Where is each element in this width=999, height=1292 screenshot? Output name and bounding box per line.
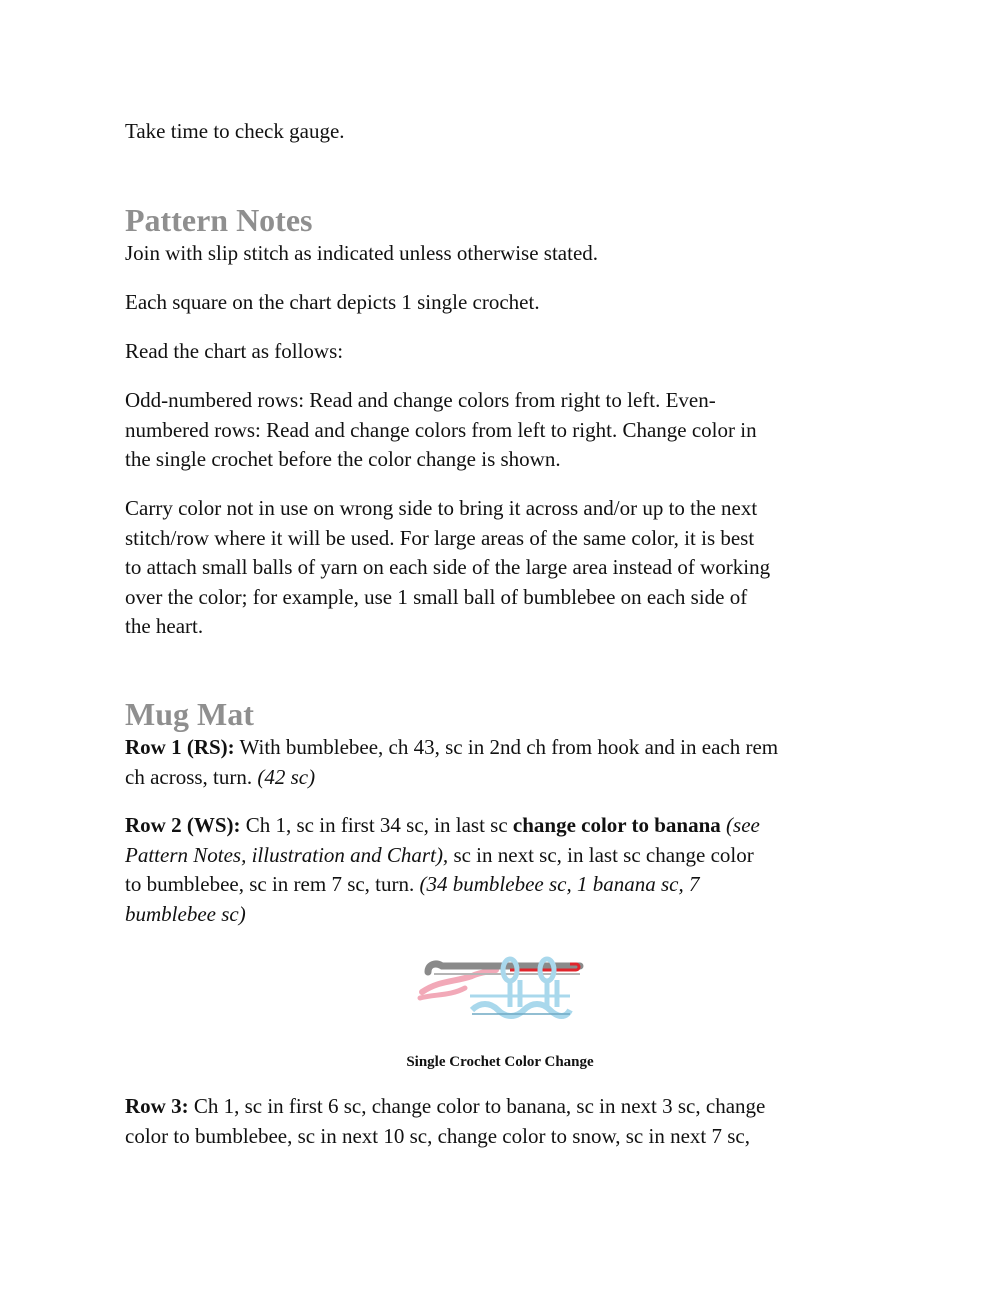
stitch-count: bumblebee sc) xyxy=(125,901,246,926)
text-line: color to bumblebee, sc in next 10 sc, change color to snow, sc in next 7 sc, xyxy=(125,1123,750,1148)
pattern-notes-heading: Pattern Notes xyxy=(125,202,313,238)
text-line: the single crochet before the color change is shown. xyxy=(125,447,561,472)
text-line: stitch/row where it will be used. For large areas of the same color, it is best xyxy=(125,525,755,550)
row-label: Row 1 (RS): xyxy=(125,735,235,759)
figure-caption: Single Crochet Color Change xyxy=(406,1054,594,1070)
pattern-note-square: Each square on the chart depicts 1 single crochet. xyxy=(125,290,540,314)
stitch-count: (34 bumblebee sc, 1 banana sc, 7 xyxy=(419,872,700,897)
text-line xyxy=(125,900,885,930)
row-label: Row 2 (WS): xyxy=(125,813,241,837)
stitch-count: (42 sc) xyxy=(257,764,316,789)
text-line: Odd-numbered rows: Read and change colors from right to left. Even- xyxy=(125,388,716,412)
row-1-instructions xyxy=(125,733,885,792)
text-line xyxy=(125,733,885,763)
text-line: Carry color not in use on wrong side to bring it across and/or up to the next xyxy=(125,496,758,520)
row-3-instructions xyxy=(125,1092,885,1151)
text-line xyxy=(125,811,885,841)
pattern-note-join: Join with slip stitch as indicated unless otherwise stated. xyxy=(125,241,599,265)
row-label: Row 3: xyxy=(125,1094,189,1118)
text-line xyxy=(125,763,885,793)
pattern-note-read-chart: Read the chart as follows: xyxy=(125,339,344,363)
row-text: Ch 1, sc in first 6 sc, change color to banana, sc in next 3 sc, change xyxy=(188,1094,766,1118)
pattern-note-rows xyxy=(125,386,885,475)
row-text: sc in next sc, in last sc change color xyxy=(448,842,754,867)
text-line: to attach small balls of yarn on each side of the large area instead of working xyxy=(125,555,771,580)
text-line: numbered rows: Read and change colors from left to right. Change color in xyxy=(125,417,757,442)
row-note: (see xyxy=(720,813,760,837)
row-2-instructions xyxy=(125,811,885,929)
single-crochet-color-change-icon xyxy=(410,952,590,1027)
mug-mat-heading: Mug Mat xyxy=(125,696,254,732)
row-text: to bumblebee, sc in rem 7 sc, turn. xyxy=(125,872,420,897)
pattern-note-carry-color xyxy=(125,494,885,642)
row-emphasis: change color to banana xyxy=(512,813,721,837)
text-line xyxy=(125,870,885,900)
text-line: over the color; for example, use 1 small ball of bumblebee on each side of xyxy=(125,584,748,609)
gauge-note: Take time to check gauge. xyxy=(125,119,345,143)
row-text: ch across, turn. xyxy=(125,764,258,789)
row-text: With bumblebee, ch 43, sc in 2nd ch from hook and in each rem xyxy=(234,735,779,759)
text-line xyxy=(125,841,885,871)
text-line xyxy=(125,1092,885,1122)
text-line: the heart. xyxy=(125,614,204,639)
row-text: Ch 1, sc in first 34 sc, in last sc xyxy=(240,813,513,837)
row-note: Pattern Notes, illustration and Chart), xyxy=(125,842,449,867)
